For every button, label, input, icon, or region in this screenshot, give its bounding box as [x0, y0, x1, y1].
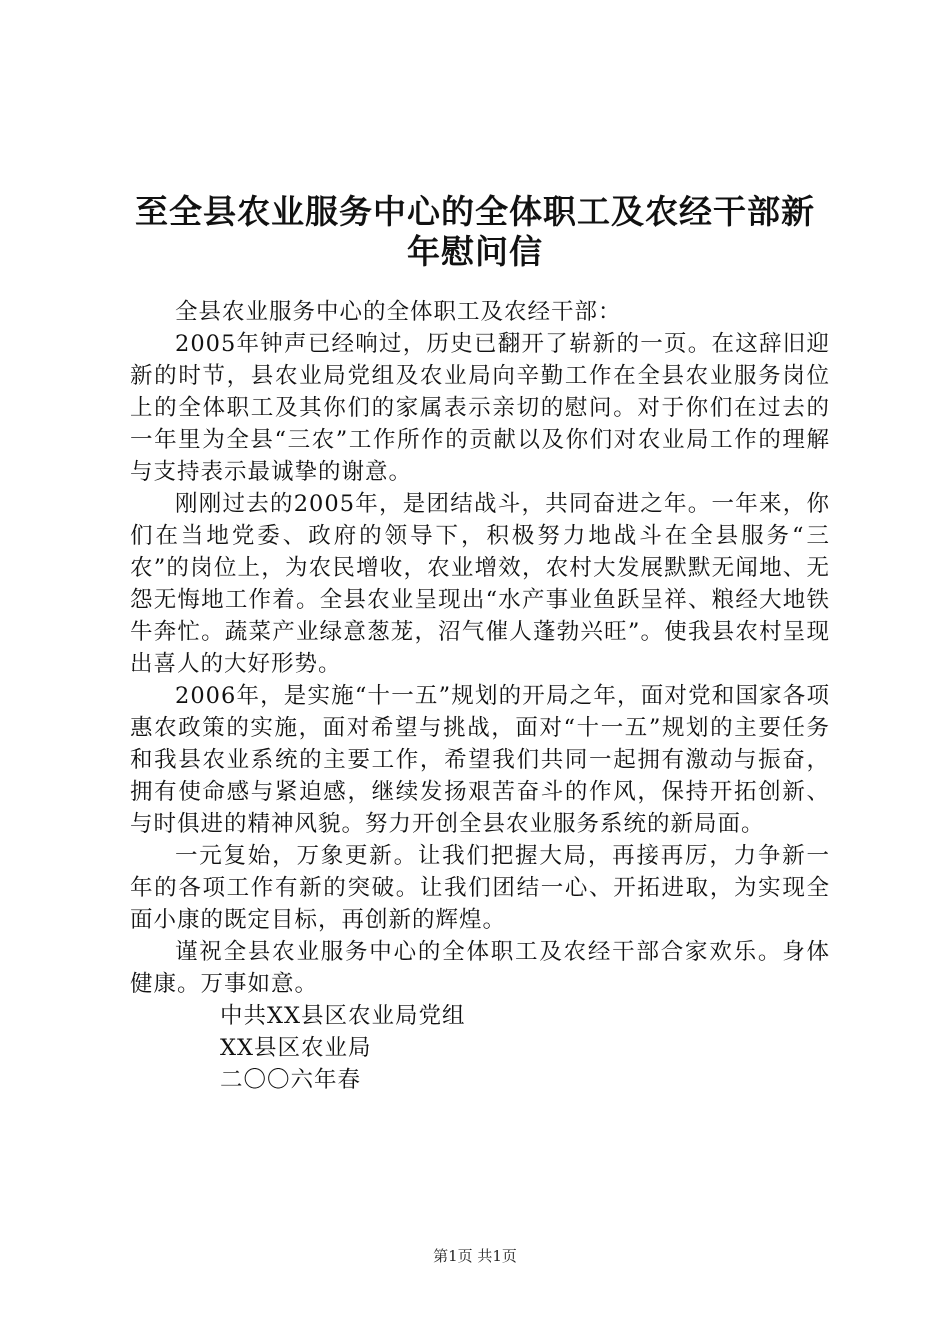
- signature-org-2: XX县区农业局: [220, 1035, 372, 1061]
- document-title-line-1: 至全县农业服务中心的全体职工及农经干部新: [135, 192, 815, 231]
- signature-org-1: 中共XX县区农业局党组: [220, 1003, 466, 1029]
- page-number-footer: 第1页 共1页: [433, 1247, 517, 1265]
- paragraph-1: 2005年钟声已经响过，历史已翻开了崭新的一页。在这辞旧迎新的时节，县农业局党组及农业局向辛勤工作在全县农业服务岗位上的全体职工及其你们的家属表示亲切的慰问。对于你们在过去的一年里为全县“三农”工作所作的贡献以及你们对农业局工作的理解与支持表示最诚挚的谢意。: [130, 331, 830, 485]
- letter-body: [130, 296, 830, 1096]
- document-title-line-2: 年慰问信: [407, 232, 543, 271]
- paragraph-3: 2006年，是实施“十一五”规划的开局之年，面对党和国家各项惠农政策的实施，面对希望与挑战，面对“十一五”规划的主要任务和我县农业系统的主要工作，希望我们共同一起拥有激动与振奋，拥有使命感与紧迫感，继续发扬艰苦奋斗的作风，保持开拓创新、与时俱进的精神风貌。努力开创全县农业服务系统的新局面。: [130, 683, 830, 837]
- salutation: 全县农业服务中心的全体职工及农经干部：: [175, 299, 622, 325]
- paragraph-2: 刚刚过去的2005年，是团结战斗，共同奋进之年。一年来，你们在当地党委、政府的领导下，积极努力地战斗在全县服务“三农”的岗位上，为农民增收，农业增效，农村大发展默默无闻地、无怨无悔地工作着。全县农业呈现出“水产事业鱼跃呈祥、粮经大地铁牛奔忙。蔬菜产业绿意葱茏，沼气催人蓬勃兴旺”。使我县农村呈现出喜人的大好形势。: [130, 491, 830, 677]
- signature-date: 二〇〇六年春: [220, 1067, 362, 1093]
- paragraph-5: 谨祝全县农业服务中心的全体职工及农经干部合家欢乐。身体健康。万事如意。: [130, 939, 830, 997]
- paragraph-4: 一元复始，万象更新。让我们把握大局，再接再厉，力争新一年的各项工作有新的突破。让我们团结一心、开拓进取，为实现全面小康的既定目标，再创新的辉煌。: [130, 843, 830, 933]
